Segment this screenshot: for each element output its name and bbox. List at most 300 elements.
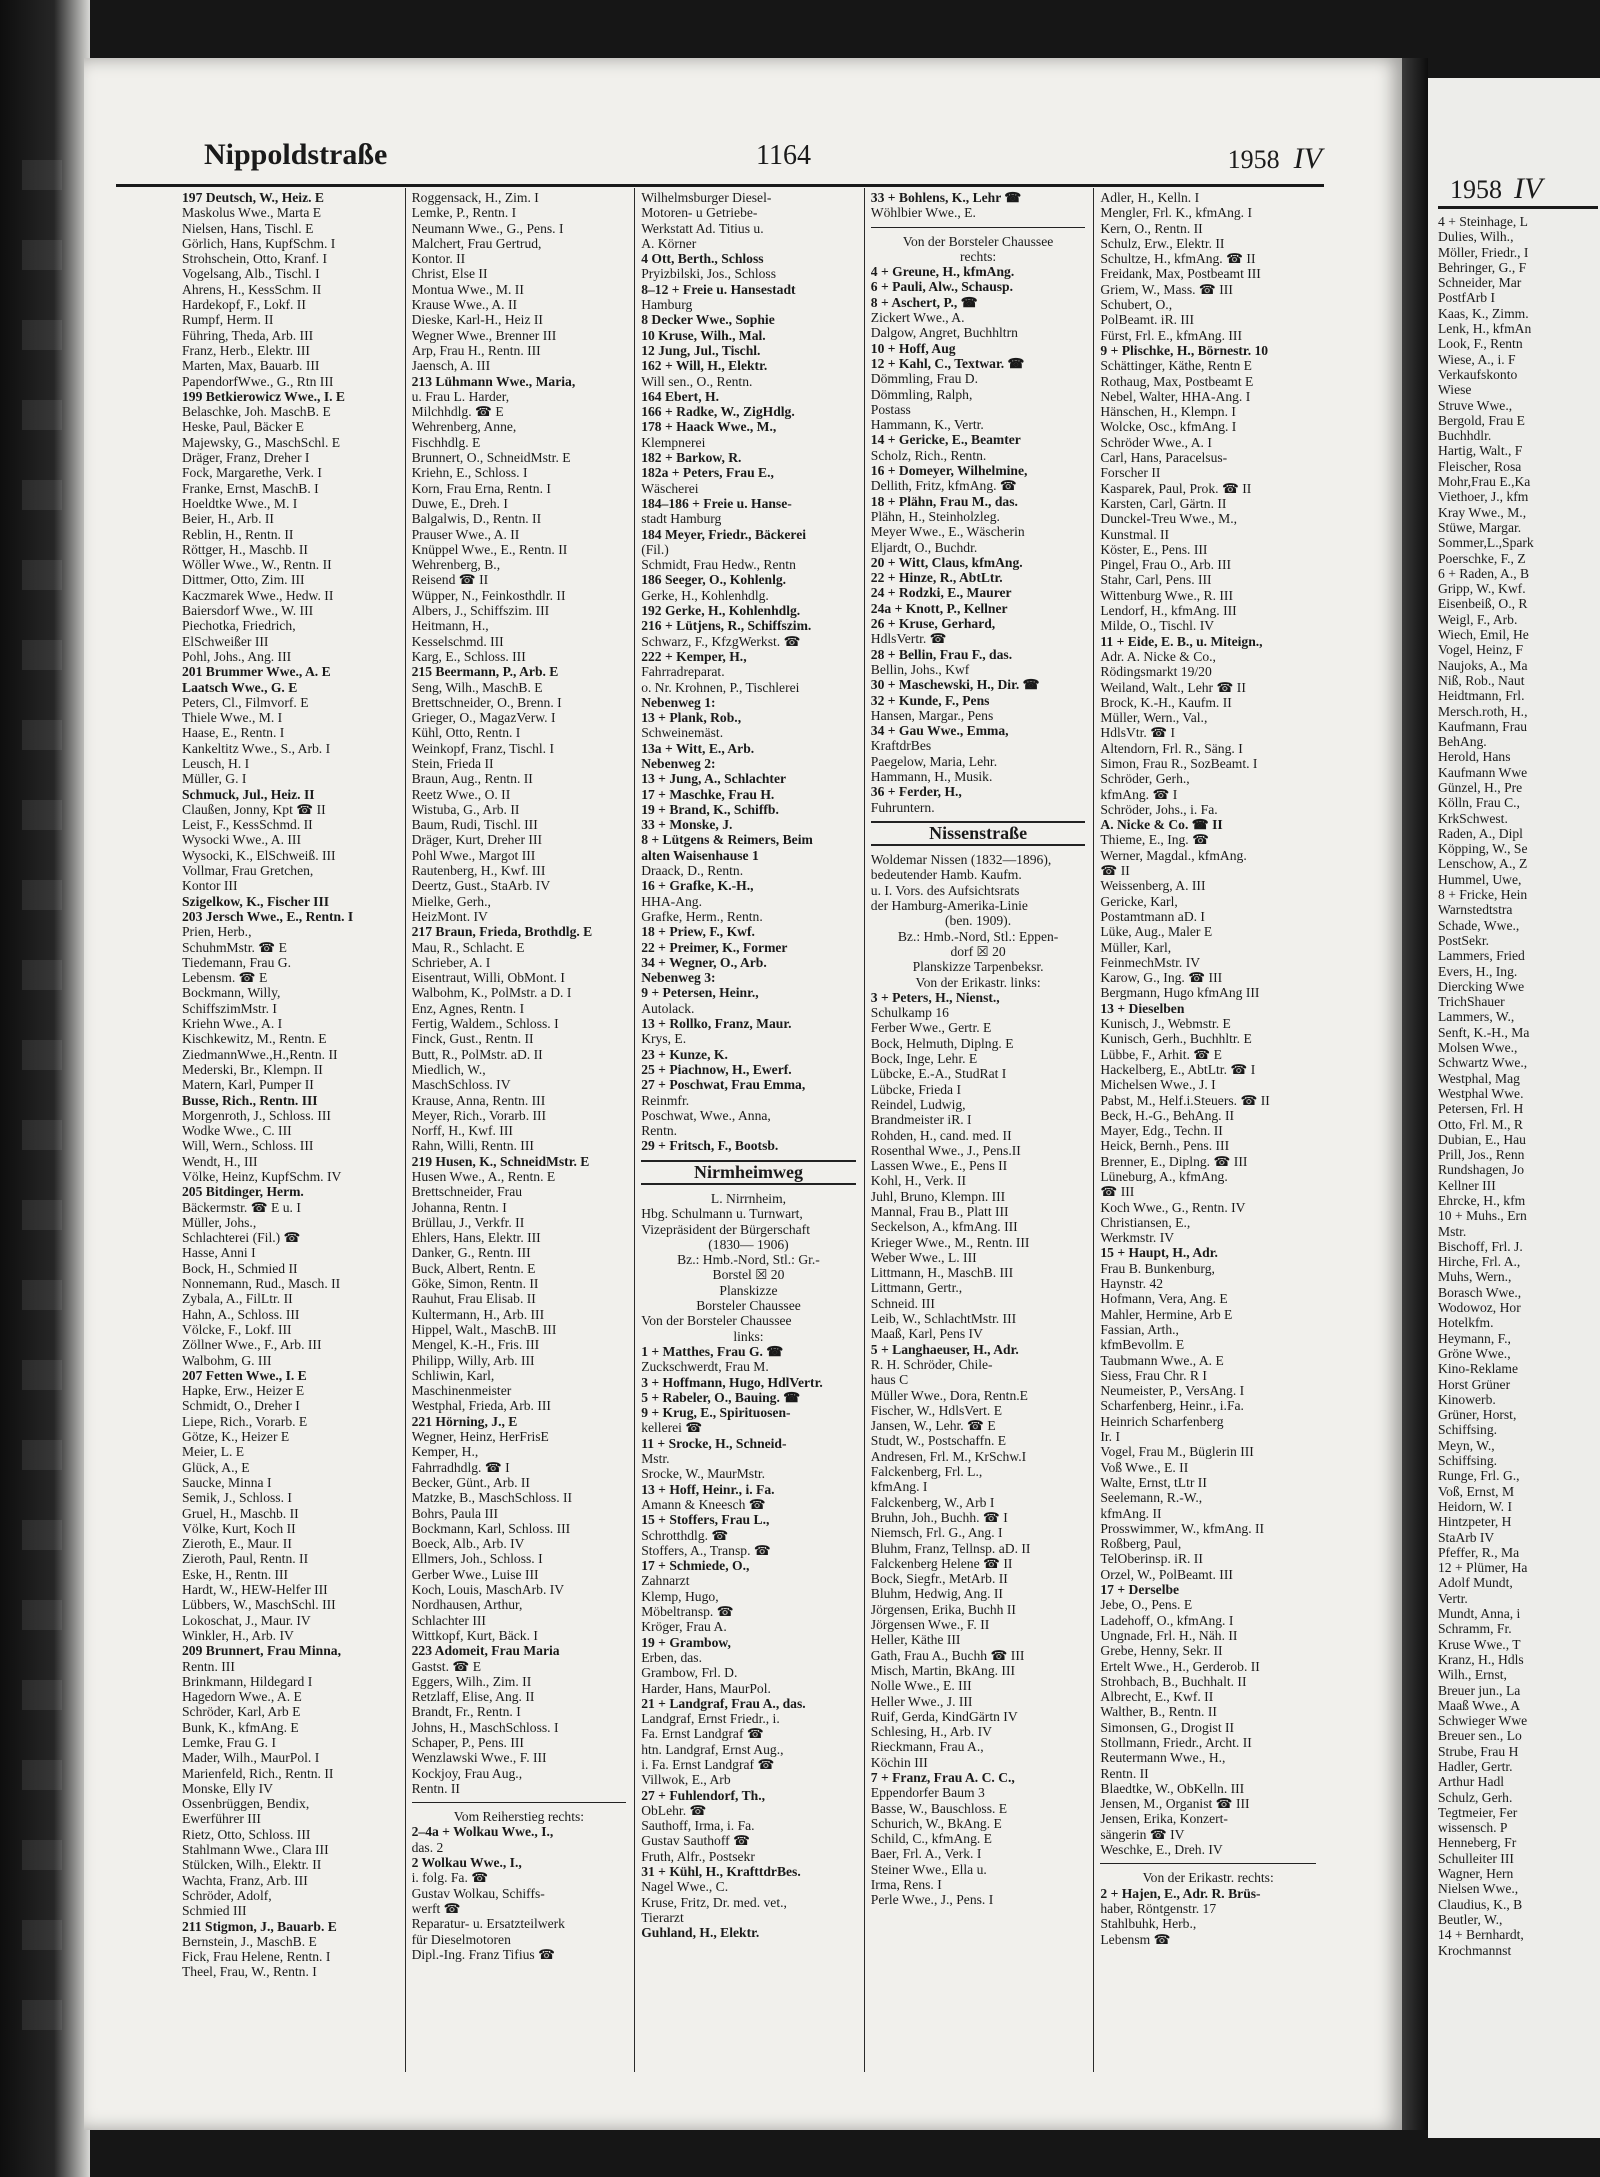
directory-entry: Braun, Aug., Rentn. II <box>411 771 533 787</box>
directory-entry: Wehrenberg, Anne, <box>411 419 517 435</box>
directory-entry: Stollmann, Friedr., Archt. II <box>1100 1734 1252 1750</box>
directory-columns <box>176 188 1324 2072</box>
directory-entry: werft ☎ <box>411 1900 461 1916</box>
section-note: Borsteler Chaussee <box>696 1298 801 1314</box>
house-number-entry: 21 + Landgraf, Frau A., das. <box>641 1695 806 1711</box>
house-number-entry: 33 + Bohlens, K., Lehr ☎ <box>870 190 1022 205</box>
house-number-entry: 162 + Will, H., Elektr. <box>641 358 768 374</box>
edition-year: 1958 <box>1227 145 1280 174</box>
directory-entry: Bock, Inge, Lehr. E <box>870 1051 978 1067</box>
house-number-entry: 26 + Kruse, Gerhard, <box>870 616 996 632</box>
directory-entry: Schubert, O., <box>1100 297 1173 313</box>
directory-entry: Rosenthal Wwe., J., Pens.II <box>870 1142 1021 1158</box>
directory-entry: Vogel, Frau M., Büglerin III <box>1100 1444 1254 1460</box>
directory-entry: Bockmann, Willy, <box>182 985 281 1001</box>
directory-entry: Grambow, Frl. D. <box>641 1665 738 1681</box>
next-page-entry: Tegtmeier, Fer <box>1438 1804 1518 1820</box>
directory-entry: Norff, H., Kwf. III <box>411 1123 513 1139</box>
next-page-entry: 10 + Muhs., Ern <box>1438 1208 1527 1224</box>
house-number-entry: 14 + Gericke, E., Beamter <box>870 432 1021 448</box>
directory-entry: Bohrs, Paula III <box>411 1505 499 1521</box>
directory-entry: Prosswimmer, W., kfmAng. II <box>1100 1520 1265 1536</box>
section-note: L. Nirrnheim, <box>710 1191 787 1206</box>
directory-entry: Rietz, Otto, Schloss. III <box>182 1826 311 1842</box>
directory-entry: Bock, Siegfr., MetArb. II <box>870 1571 1008 1587</box>
directory-entry: Kesselschmd. III <box>411 633 504 649</box>
directory-entry: Grafke, Herm., Rentn. <box>641 908 763 924</box>
directory-entry: Reutermann Wwe., H., <box>1100 1750 1226 1766</box>
directory-entry: Schwarz, F., KfzgWerkst. ☎ <box>641 633 801 649</box>
directory-entry: Fischhdlg. E <box>411 434 481 450</box>
volume-number: IV <box>1293 142 1322 175</box>
directory-entry: Gerke, H., Kohlenhdlg. <box>641 587 769 603</box>
directory-entry: Rödingsmarkt 19/20 <box>1100 664 1212 680</box>
directory-entry: Gustav Wolkau, Schiffs- <box>411 1885 545 1901</box>
directory-entry: Motoren- u Getriebe- <box>641 205 758 221</box>
next-page-entry: Meyn, W., <box>1438 1437 1495 1453</box>
directory-entry: Schaper, P., Pens. III <box>411 1734 524 1750</box>
house-number-entry: 9 + Krug, E., Spirituosen- <box>641 1405 791 1421</box>
house-number-entry: 184 Meyer, Friedr., Bäckerei <box>641 526 807 542</box>
house-number-entry: 11 + Srocke, H., Schneid- <box>641 1435 787 1451</box>
directory-entry: Hapke, Erw., Heizer E <box>182 1383 305 1399</box>
directory-entry: Nolle Wwe., E. III <box>870 1678 972 1694</box>
directory-entry: stadt Hamburg <box>641 511 722 527</box>
next-page-entry: PostSekr. <box>1438 932 1489 948</box>
directory-entry: Zickert Wwe., A. <box>870 310 965 326</box>
directory-entry: Krause Wwe., A. II <box>411 297 518 313</box>
house-number-entry: 16 + Domeyer, Wilhelmine, <box>870 463 1028 479</box>
directory-entry: Rentn. II <box>1100 1765 1149 1781</box>
directory-entry: Dömmling, Ralph, <box>870 386 973 402</box>
directory-entry: Falckenberg, Frl. L., <box>870 1464 983 1480</box>
directory-entry: Schröder, Gerh., <box>1100 771 1190 787</box>
house-number-entry: 13 + Rollko, Franz, Maur. <box>641 1016 792 1032</box>
next-page-entry: Kino-Reklame <box>1438 1361 1519 1377</box>
house-number-entry: 29 + Fritsch, F., Bootsb. <box>641 1138 779 1154</box>
directory-entry: Dräger, Franz, Dreher I <box>182 450 310 466</box>
directory-entry: Lüneburg, A., kfmAng. <box>1100 1169 1228 1184</box>
next-page-entry: Schiffsing. <box>1438 1453 1498 1469</box>
next-page-entry: 6 + Raden, A., B <box>1438 565 1530 581</box>
directory-entry: Köster, E., Pens. III <box>1100 541 1208 557</box>
directory-entry: Wegner Wwe., Brenner III <box>411 327 557 343</box>
directory-entry: Balgalwis, D., Rentn. II <box>411 511 542 527</box>
directory-entry: Wachta, Franz, Arb. III <box>182 1872 308 1888</box>
directory-entry: Simonsen, G., Drogist II <box>1100 1719 1235 1735</box>
next-page-entry: Stüwe, Margar. <box>1438 519 1522 535</box>
directory-entry: Weissenberg, A. III <box>1100 878 1206 894</box>
next-page-entry: Diercking Wwe <box>1438 978 1525 994</box>
house-number-entry: 8 + Lütgens & Reimers, Beim <box>641 832 813 848</box>
directory-entry: Boeck, Alb., Arb. IV <box>411 1536 525 1552</box>
house-number-entry: 18 + Priew, F., Kwf. <box>641 924 755 940</box>
directory-entry: Neumann Wwe., G., Pens. I <box>411 220 564 236</box>
next-page-entry: Lammers, Fried <box>1438 948 1525 964</box>
house-number-entry: 192 Gerke, H., Kohlenhdlg. <box>641 603 801 619</box>
next-page-entry: Köpping, W., Se <box>1438 841 1528 857</box>
house-number-entry: Nebenweg 2: <box>641 755 716 771</box>
directory-entry: Lemke, Frau G. I <box>182 1734 276 1750</box>
directory-entry: Matzke, B., MaschSchloss. II <box>411 1490 573 1506</box>
directory-entry: Villwok, E., Arb <box>641 1772 731 1788</box>
house-number-entry: Schmuck, Jul., Heiz. II <box>182 786 315 802</box>
house-number-entry: 182 + Barkow, R. <box>641 450 742 466</box>
house-number-entry: 20 + Witt, Claus, kfmAng. <box>870 554 1023 570</box>
directory-entry: Nielsen, Hans, Tischl. E <box>182 220 314 236</box>
house-number-entry: 3 + Peters, H., Nienst., <box>870 989 1000 1005</box>
directory-entry: Hofmann, Vera, Ang. E <box>1100 1291 1228 1307</box>
directory-entry: KraftdrBes <box>870 738 932 754</box>
directory-entry: Rauhut, Frau Elisab. II <box>411 1291 536 1307</box>
directory-entry: Christiansen, E., <box>1100 1214 1191 1230</box>
next-page-entry: 14 + Bernhardt, <box>1438 1927 1524 1943</box>
directory-entry: Schröder, Karl, Arb E <box>182 1704 301 1720</box>
directory-entry: ZiedmannWwe.,H.,Rentn. II <box>182 1046 338 1062</box>
directory-entry: Krause, Anna, Rentn. III <box>411 1092 546 1108</box>
next-page-entry: Prill, Jos., Renn <box>1438 1147 1525 1163</box>
directory-entry: Wilhelmsburger Diesel- <box>641 190 772 205</box>
house-number-entry: 213 Lühmann Wwe., Maria, <box>411 373 576 389</box>
directory-entry: Postamtmann aD. I <box>1100 908 1205 924</box>
next-page-entry: Verkaufskonto <box>1438 366 1518 382</box>
directory-entry: Enz, Agnes, Rentn. I <box>411 1000 525 1016</box>
directory-entry: Retzlaff, Elise, Ang. II <box>411 1689 535 1705</box>
directory-entry: Stahlmann Wwe., Clara III <box>182 1842 329 1858</box>
next-page-entry: TrichShauer <box>1438 994 1505 1010</box>
house-number-entry: 30 + Maschewski, H., Dir. ☎ <box>870 677 1040 693</box>
directory-entry: Pingel, Frau O., Arb. III <box>1100 557 1232 573</box>
house-number-entry: Laatsch Wwe., G. E <box>182 679 298 695</box>
next-page-volume: IV <box>1514 172 1543 205</box>
directory-entry: Grebe, Henny, Sekr. II <box>1100 1643 1223 1659</box>
house-number-entry: 15 + Haupt, H., Adr. <box>1100 1245 1218 1261</box>
book-binding <box>0 0 90 2177</box>
directory-entry: Mau, R., Schlacht. E <box>411 939 525 955</box>
directory-entry: Weber Wwe., L. III <box>870 1249 977 1265</box>
house-number-entry: Guhland, H., Elektr. <box>641 1925 760 1941</box>
next-page-year: 1958 <box>1450 175 1502 204</box>
directory-entry: Hammann, K., Vertr. <box>870 417 984 433</box>
directory-entry: Hamburg <box>641 297 693 313</box>
directory-entry: Rentn. <box>641 1123 678 1139</box>
directory-entry: Falckenberg, W., Arb I <box>870 1494 995 1510</box>
directory-entry: HdlsVertr. ☎ <box>870 631 947 647</box>
directory-entry: ObLehr. ☎ <box>641 1802 707 1818</box>
street-heading: Nissenstraße <box>871 821 1086 846</box>
next-page-entry: Poerschke, F., Z <box>1438 550 1526 566</box>
directory-entry: Görlich, Hans, KupfSchm. I <box>182 235 336 251</box>
house-number-entry: 31 + Kühl, H., KrafttdrBes. <box>641 1864 801 1880</box>
directory-entry: Kockjoy, Frau Aug., <box>411 1765 523 1781</box>
directory-entry: Harder, Hans, MaurPol. <box>641 1680 771 1696</box>
next-page-entry: Bergold, Frau E <box>1438 412 1525 428</box>
next-page-entry: Adolf Mundt, <box>1438 1575 1513 1591</box>
directory-entry: Stülcken, Wilh., Elektr. II <box>182 1857 322 1873</box>
directory-entry: Jörgensen Wwe., F. II <box>870 1617 990 1633</box>
house-number-entry: 215 Beermann, P., Arb. E <box>411 664 559 680</box>
directory-entry: Dipl.-Ing. Franz Tifius ☎ <box>411 1946 556 1962</box>
next-page-entry: Möller, Friedr., I <box>1438 244 1529 260</box>
directory-entry: Walbohm, G. III <box>182 1352 272 1368</box>
house-number-entry: 9 + Plischke, H., Börnestr. 10 <box>1100 342 1269 358</box>
directory-entry: Karg, E., Schloss. III <box>411 648 526 664</box>
directory-entry: Kontor III <box>182 878 238 894</box>
directory-entry: Schlachterei (Fil.) ☎ <box>182 1230 301 1246</box>
directory-entry: Schröder, Johs., i. Fa. <box>1100 801 1218 817</box>
directory-entry: Ellmers, Joh., Schloss. I <box>411 1551 543 1567</box>
directory-entry: Fassian, Arth., <box>1100 1321 1179 1337</box>
directory-entry: Piechotka, Friedrich, <box>182 618 296 634</box>
section-note: Bz.: Hmb.-Nord, Stl.: Gr.- <box>677 1252 820 1268</box>
house-number-entry: 13 + Hoff, Heinr., i. Fa. <box>641 1481 775 1497</box>
directory-entry: Erben, das. <box>641 1649 702 1665</box>
directory-entry: Leib, W., SchlachtMstr. III <box>870 1311 1017 1327</box>
next-page-entry: Weigl, F., Arb. <box>1438 611 1518 627</box>
directory-entry: Fahrradhdlg. ☎ I <box>411 1459 510 1475</box>
next-page-entry: Vertr. <box>1438 1590 1468 1606</box>
directory-entry: Eggers, Wilh., Zim. II <box>411 1673 532 1689</box>
directory-entry: Wittenburg Wwe., R. III <box>1100 587 1233 603</box>
directory-entry: Eppendorfer Baum 3 <box>870 1785 985 1801</box>
house-number-entry: 9 + Petersen, Heinr., <box>641 985 759 1001</box>
directory-entry: Ehlers, Hans, Elektr. III <box>411 1230 541 1246</box>
next-page-entry: Mundt, Anna, i <box>1438 1606 1521 1622</box>
next-page-entry: Dubian, E., Hau <box>1438 1131 1526 1147</box>
directory-entry: Pryizbilski, Jos., Schloss <box>641 266 777 282</box>
next-page-entry: Heidorn, W. I <box>1438 1498 1513 1514</box>
directory-entry: Seckelson, A., kfmAng. III <box>870 1219 1018 1235</box>
directory-entry: Schurich, W., BkAng. E <box>870 1815 1002 1831</box>
directory-entry: Majewsky, G., MaschSchl. E <box>182 434 341 450</box>
directory-entry: Schweinemäst. <box>641 725 724 741</box>
directory-entry: Vollmar, Frau Gretchen, <box>182 863 314 879</box>
directory-entry: Dieske, Karl-H., Heiz II <box>411 312 543 328</box>
house-number-entry: 223 Adomeit, Frau Maria <box>411 1643 560 1659</box>
directory-entry: Eisentraut, Willi, ObMont. I <box>411 970 565 986</box>
next-page-entry: Hotelkfm. <box>1438 1315 1494 1331</box>
section-rule <box>1100 1863 1316 1864</box>
next-page-entry: Kinowerb. <box>1438 1391 1496 1407</box>
directory-entry: Nordhausen, Arthur, <box>411 1597 523 1613</box>
house-number-entry: 1 + Matthes, Frau G. ☎ <box>641 1343 784 1359</box>
next-page-entry: Molsen Wwe., <box>1438 1040 1518 1056</box>
directory-entry: Dräger, Kurt, Dreher III <box>411 832 543 848</box>
directory-entry: Studt, W., Postschaffn. E <box>870 1433 1007 1449</box>
next-page-entry: Breuer sen., Lo <box>1438 1728 1522 1744</box>
directory-entry: Paegelow, Maria, Lehr. <box>870 753 998 769</box>
directory-entry: Hasse, Anni I <box>182 1245 256 1261</box>
house-number-entry: 6 + Pauli, Alw., Schausp. <box>870 279 1013 295</box>
next-page-entry: Kruse Wwe., T <box>1438 1636 1521 1652</box>
directory-entry: Roggensack, H., Zim. I <box>411 190 539 205</box>
next-page-entry: Fleischer, Rosa <box>1438 458 1522 474</box>
directory-entry: Schild, C., kfmAng. E <box>870 1831 992 1847</box>
directory-entry: Scholz, Rich., Rentn. <box>870 447 987 463</box>
section-note: links: <box>733 1328 764 1344</box>
directory-entry: Gastst. ☎ E <box>411 1658 482 1674</box>
next-page-entry: Struve Wwe., <box>1438 397 1513 413</box>
directory-entry: Thiele Wwe., M. I <box>182 710 283 726</box>
directory-entry: Hänschen, H., Klempn. I <box>1100 404 1236 420</box>
directory-entry: Kriehn Wwe., A. I <box>182 1016 283 1032</box>
directory-entry: Fertig, Waldem., Schloss. I <box>411 1016 559 1032</box>
directory-entry: Johns, H., MaschSchloss. I <box>411 1719 559 1735</box>
directory-entry: Fischer, W., HdlsVert. E <box>870 1402 1003 1418</box>
directory-entry: Kischkewitz, M., Rentn. E <box>182 1031 327 1047</box>
next-page-entry: Voß, Ernst, M <box>1438 1483 1515 1499</box>
directory-entry: Kemper, H., <box>411 1444 479 1460</box>
directory-entry: kfmAng. I <box>870 1479 928 1495</box>
directory-entry: Peters, Cl., Filmvorf. E <box>182 694 309 710</box>
next-page-entry: Hummel, Uwe, <box>1438 871 1522 887</box>
directory-entry: Marten, Max, Bauarb. III <box>182 358 320 374</box>
directory-entry: Liepe, Rich., Vorarb. E <box>182 1413 308 1429</box>
directory-entry: Kern, O., Rentn. II <box>1100 220 1203 236</box>
next-page-entry: Petersen, Frl. H <box>1438 1101 1524 1117</box>
next-page-entry: KrkSchwest. <box>1438 810 1508 826</box>
directory-entry: Bruhn, Joh., Buchh. ☎ I <box>870 1509 1008 1525</box>
directory-entry: Schättinger, Käthe, Rentn E <box>1100 358 1252 374</box>
directory-entry: Poschwat, Wwe., Anna, <box>641 1107 771 1123</box>
next-page-entry: Nielsen Wwe., <box>1438 1881 1519 1897</box>
directory-entry: Müller, Johs., <box>182 1214 257 1230</box>
next-page-entry: Schulz, Gerh. <box>1438 1789 1513 1805</box>
next-page-entry: Wiese <box>1438 382 1472 398</box>
directory-entry: Göke, Simon, Rentn. II <box>411 1276 539 1292</box>
street-title: Nippoldstraße <box>204 138 388 171</box>
directory-entry: Roßberg, Paul, <box>1100 1536 1182 1552</box>
directory-entry: Ladehoff, O., kfmAng. I <box>1100 1612 1234 1628</box>
directory-entry: Schmidt, O., Dreher I <box>182 1398 300 1414</box>
directory-entry: Rumpf, Herm. II <box>182 312 274 328</box>
directory-entry: Müller, G. I <box>182 771 247 787</box>
directory-entry: Zahnarzt <box>641 1573 690 1589</box>
directory-entry: Steiner Wwe., Ella u. <box>870 1861 987 1877</box>
house-number-entry: 17 + Derselbe <box>1100 1582 1180 1598</box>
directory-entry: Bockmann, Karl, Schloss. III <box>411 1520 571 1536</box>
directory-entry: FeinmechMstr. IV <box>1100 954 1201 970</box>
directory-entry: Milde, O., Tischl. IV <box>1100 618 1215 634</box>
directory-entry: Rahn, Willi, Rentn. III <box>411 1138 534 1154</box>
section-note: Von der Erikastr. rechts: <box>1142 1870 1274 1886</box>
directory-entry: Carl, Hans, Paracelsus- <box>1100 450 1228 466</box>
next-page-entry: Warnstedtstra <box>1438 902 1513 918</box>
directory-entry: Mengler, Frl. K., kfmAng. I <box>1100 205 1252 221</box>
directory-entry: Autolack. <box>641 1000 695 1016</box>
house-number-entry: 16 + Grafke, K.-H., <box>641 878 754 894</box>
section-note: Planskizze Tarpenbeksr. <box>912 959 1044 975</box>
next-page-entry: Westphal Wwe. <box>1438 1085 1524 1101</box>
directory-entry: Weinkopf, Franz, Tischl. I <box>411 740 554 756</box>
street-heading: Nirmheimweg <box>641 1160 856 1185</box>
house-number-entry: 207 Fetten Wwe., I. E <box>182 1367 307 1383</box>
page-number: 1164 <box>756 140 811 171</box>
house-number-entry: 2 + Hajen, E., Adr. R. Brüs- <box>1100 1885 1261 1901</box>
house-number-entry: 27 + Poschwat, Frau Emma, <box>641 1077 806 1093</box>
next-page-entry: Schramm, Fr. <box>1438 1621 1512 1637</box>
directory-entry: Reisend ☎ II <box>411 572 489 588</box>
house-number-entry: 8 Decker Wwe., Sophie <box>641 312 775 328</box>
directory-entry: Irma, Rens. I <box>870 1877 942 1893</box>
directory-entry: Ahrens, H., KessSchm. II <box>182 281 322 297</box>
directory-entry: Mannal, Frau B., Platt III <box>870 1204 1009 1219</box>
directory-entry: Woldemar Nissen (1832—1896), <box>870 852 1052 868</box>
directory-entry: Dunckel-Treu Wwe., M., <box>1100 511 1238 527</box>
directory-entry: Altendorn, Frl. R., Säng. I <box>1100 740 1243 756</box>
directory-entry: Dellith, Fritz, kfmAng. ☎ <box>870 478 1017 494</box>
directory-entry: kellerei ☎ <box>641 1420 703 1436</box>
next-page-entry: Wodowoz, Hor <box>1438 1300 1521 1316</box>
directory-entry: HeizMont. IV <box>411 908 488 924</box>
house-number-entry: 222 + Kemper, H., <box>641 648 747 664</box>
house-number-entry: 28 + Bellin, Frau F., das. <box>870 646 1013 662</box>
next-page-entry: Sommer,L.,Spark <box>1438 535 1534 551</box>
directory-entry: Reetz Wwe., O. II <box>411 786 511 802</box>
directory-entry: Walte, Ernst, tLtr II <box>1100 1474 1207 1490</box>
directory-entry: Brock, K.-H., Kaufm. II <box>1100 694 1232 710</box>
next-page-entry: Kaufmann Wwe <box>1438 764 1528 780</box>
next-page-entry: Herold, Hans <box>1438 749 1511 765</box>
directory-entry: PolBeamt. iR. III <box>1100 312 1195 328</box>
directory-entry: u. I. Vors. des Aufsichtsrats <box>870 882 1020 898</box>
next-page-entry: Look, F., Rentn <box>1438 336 1523 352</box>
directory-entry: Haynstr. 42 <box>1100 1276 1164 1292</box>
house-number-entry: alten Waisenhause 1 <box>641 847 759 863</box>
directory-entry: Pohl, Johs., Ang. III <box>182 648 292 664</box>
directory-entry: Ossenbrüggen, Bendix, <box>182 1796 310 1812</box>
directory-entry: Lüke, Aug., Maler E <box>1100 924 1213 940</box>
directory-entry: Theel, Frau, W., Rentn. I <box>182 1964 317 1980</box>
directory-entry: Danker, G., Rentn. III <box>411 1245 531 1261</box>
directory-entry: Kriehn, E., Schloss. I <box>411 465 528 481</box>
directory-entry: Pohl Wwe., Margot III <box>411 847 536 863</box>
house-number-entry: 19 + Brand, K., Schiffb. <box>641 801 779 817</box>
directory-entry: Meyer, Rich., Vorarb. III <box>411 1107 547 1123</box>
directory-entry: SchiffszimMstr. I <box>182 1000 277 1016</box>
directory-entry: Lebensm. ☎ E <box>182 970 268 986</box>
directory-entry: Marienfeld, Rich., Rentn. II <box>182 1765 334 1781</box>
directory-entry: Zybala, A., FilLtr. II <box>182 1291 293 1307</box>
directory-entry: Völcke, F., Lokf. III <box>182 1321 292 1337</box>
directory-entry: Rieckmann, Frau A., <box>870 1739 984 1755</box>
directory-entry: Schröder Wwe., A. I <box>1100 434 1212 450</box>
directory-entry: Völke, Heinz, KupfSchm. IV <box>182 1169 342 1184</box>
next-page-entry: wissensch. P <box>1438 1820 1508 1836</box>
directory-entry: Kühl, Otto, Rentn. I <box>411 725 521 741</box>
page-header <box>116 134 1324 187</box>
directory-entry: Heske, Paul, Bäcker E <box>182 419 304 435</box>
directory-entry: Butt, R., PolMstr. aD. II <box>411 1046 543 1062</box>
directory-entry: Wodke Wwe., C. III <box>182 1123 292 1139</box>
next-page-entry: Naujoks, A., Ma <box>1438 657 1528 673</box>
next-page-entry: Hartig, Walt., F <box>1438 443 1523 459</box>
directory-entry: Zieroth, Paul, Rentn. II <box>182 1551 309 1567</box>
next-page-entry: Krochmannst <box>1438 1942 1512 1958</box>
directory-entry: Krieger Wwe., M., Rentn. III <box>870 1234 1030 1250</box>
directory-entry: Forscher II <box>1100 465 1161 481</box>
directory-entry: kfmAng. ☎ I <box>1100 786 1178 802</box>
directory-entry: Werner, Magdal., kfmAng. <box>1100 847 1247 863</box>
directory-entry: kfmAng. II <box>1100 1505 1162 1521</box>
directory-entry: Bunk, K., kfmAng. E <box>182 1719 299 1735</box>
directory-entry: Mengel, K.-H., Fris. III <box>411 1337 540 1353</box>
directory-entry: Plähn, H., Steinholzleg. <box>870 508 1000 524</box>
directory-entry: Walbohm, K., PolMstr. a D. I <box>411 985 572 1001</box>
directory-entry: Baum, Rudi, Tischl. III <box>411 817 538 833</box>
directory-entry: Wysocki Wwe., A. III <box>182 832 301 848</box>
next-page-entry: Mstr. <box>1438 1223 1467 1239</box>
